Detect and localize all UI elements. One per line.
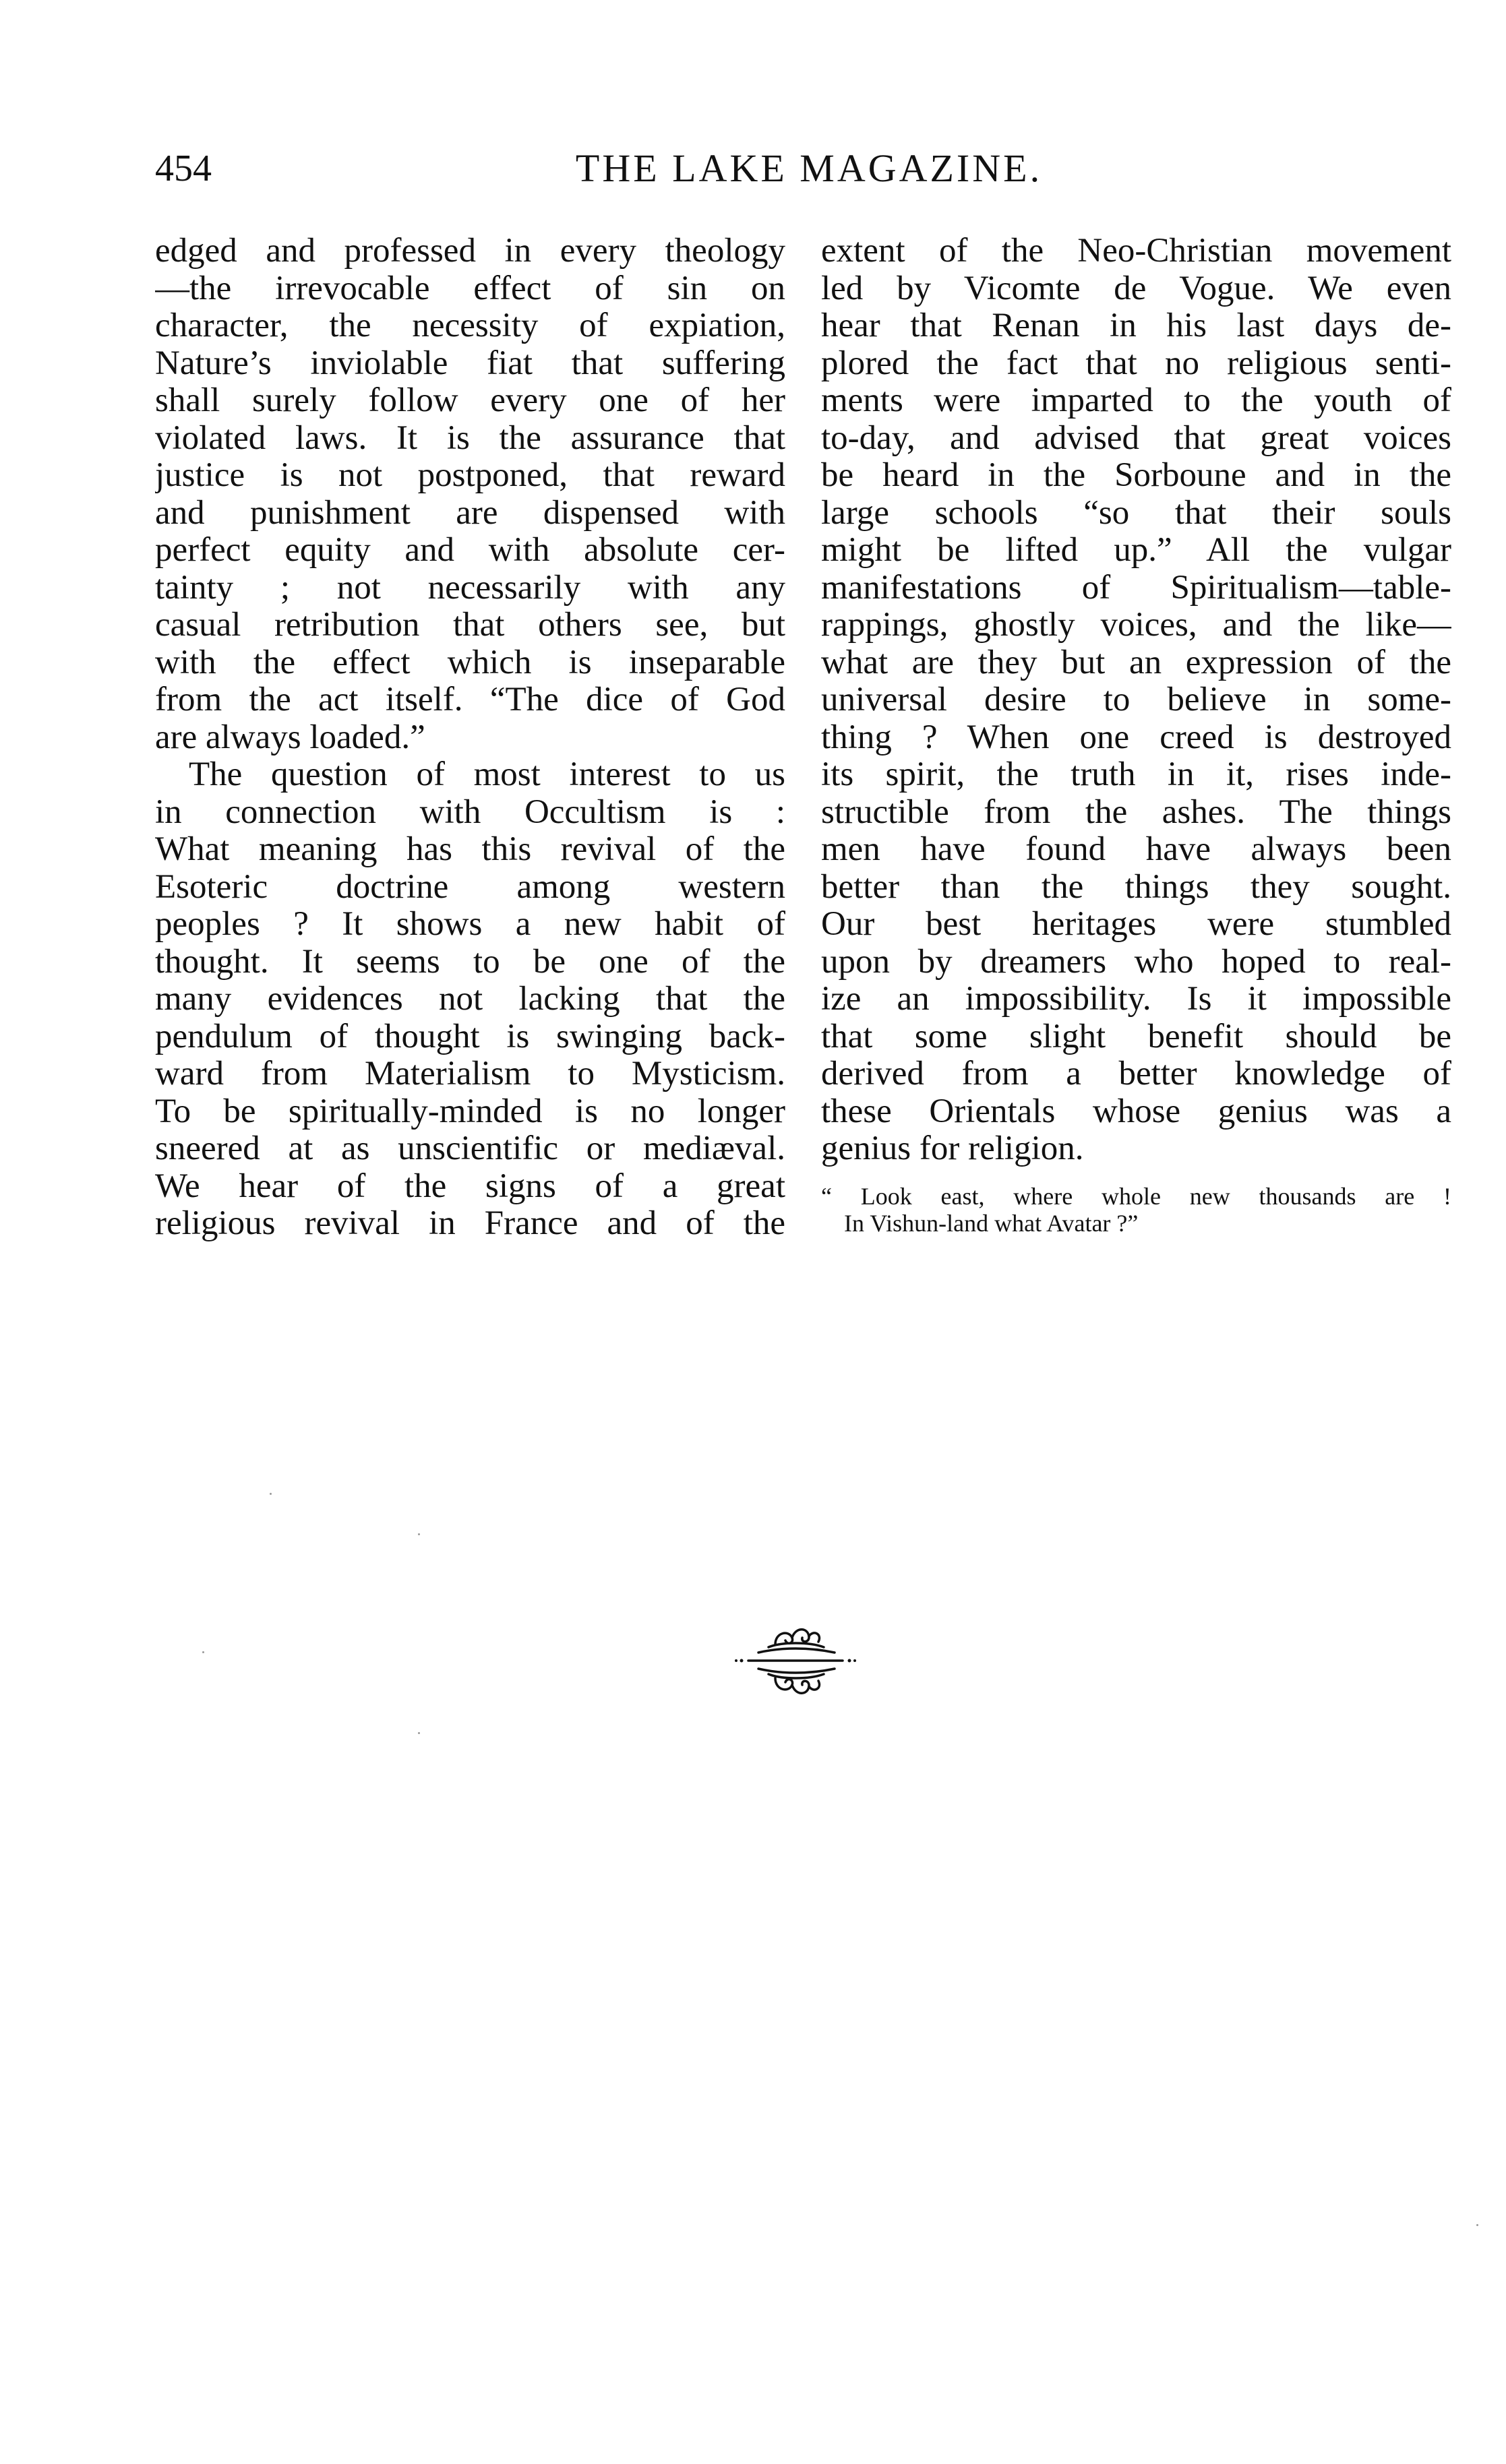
text-line: sneered at as unscientific or mediæval.	[155, 1130, 785, 1167]
text-line: large schools “so that their souls	[821, 494, 1451, 532]
text-line: universal desire to believe in some-	[821, 681, 1451, 718]
paper-speck	[418, 1533, 420, 1535]
text-line: thing ? When one creed is destroyed	[821, 718, 1451, 756]
text-line: are always loaded.”	[155, 718, 425, 756]
left-column	[155, 233, 785, 1243]
text-line: upon by dreamers who hoped to real-	[821, 943, 1451, 981]
text-line: genius for religion.	[821, 1130, 1084, 1167]
verse-quotation	[821, 1183, 1451, 1237]
text-line: men have found have always been	[821, 831, 1451, 868]
text-line: what are they but an expression of the	[821, 644, 1451, 681]
text-line: these Orientals whose genius was a	[821, 1092, 1451, 1130]
text-line: be heard in the Sorboune and in the	[821, 457, 1451, 494]
text-line: Esoteric doctrine among western	[155, 868, 785, 906]
text-line: violated laws. It is the assurance that	[155, 419, 785, 457]
text-line: To be spiritually-minded is no longer	[155, 1092, 785, 1130]
text-line: better than the things they sought.	[821, 868, 1451, 906]
text-line: religious revival in France and of the	[155, 1205, 785, 1242]
text-line: Nature’s inviolable fiat that suffering	[155, 344, 785, 382]
text-line: —the irrevocable effect of sin on	[155, 270, 785, 307]
verse-line: In Vishun-land what Avatar ?”	[844, 1209, 1139, 1237]
text-line: in connection with Occultism is :	[155, 793, 785, 831]
text-line: Our best heritages were stumbled	[821, 906, 1451, 943]
text-line: its spirit, the truth in it, rises inde-	[821, 756, 1451, 793]
text-line: and punishment are dispensed with	[155, 494, 785, 532]
right-column	[821, 233, 1451, 1237]
text-line: hear that Renan in his last days de-	[821, 307, 1451, 344]
text-line: structible from the ashes. The things	[821, 793, 1451, 831]
text-line: plored the fact that no religious senti-	[821, 344, 1451, 382]
text-line: ments were imparted to the youth of	[821, 382, 1451, 419]
paper-speck	[202, 1651, 204, 1653]
text-line: might be lifted up.” All the vulgar	[821, 532, 1451, 569]
text-line: peoples ? It shows a new habit of	[155, 906, 785, 943]
text-line: shall surely follow every one of her	[155, 382, 785, 419]
text-line: ward from Materialism to Mysticism.	[155, 1055, 785, 1092]
text-line: justice is not postponed, that reward	[155, 457, 785, 494]
running-title: THE LAKE MAGAZINE.	[575, 146, 1043, 190]
scroll-flourish-icon	[728, 1618, 863, 1705]
text-line: extent of the Neo-Christian movement	[821, 233, 1451, 270]
text-line: character, the necessity of expiation,	[155, 307, 785, 344]
text-line: What meaning has this revival of the	[155, 831, 785, 868]
text-line: casual retribution that others see, but	[155, 607, 785, 644]
text-line: that some slight benefit should be	[821, 1018, 1451, 1055]
paper-speck	[1476, 2224, 1478, 2226]
text-line: manifestations of Spiritualism—table-	[821, 569, 1451, 607]
text-line: many evidences not lacking that the	[155, 981, 785, 1018]
text-line: from the act itself. “The dice of God	[155, 681, 785, 718]
text-line: ize an impossibility. Is it impossible	[821, 981, 1451, 1018]
page-number: 454	[155, 148, 212, 189]
text-line: to-day, and advised that great voices	[821, 419, 1451, 457]
verse-line: “ Look east, where whole new thousands are !	[821, 1182, 1451, 1210]
text-line: pendulum of thought is swinging back-	[155, 1018, 785, 1055]
text-line: edged and professed in every theology	[155, 233, 785, 270]
text-line: rappings, ghostly voices, and the like—	[821, 607, 1451, 644]
text-line: with the effect which is inseparable	[155, 644, 785, 681]
text-line: tainty ; not necessarily with any	[155, 569, 785, 607]
text-line: derived from a better knowledge of	[821, 1055, 1451, 1092]
text-line: led by Vicomte de Vogue. We even	[821, 270, 1451, 307]
paper-speck	[270, 1493, 272, 1495]
text-line: thought. It seems to be one of the	[155, 943, 785, 981]
paper-speck	[418, 1732, 420, 1734]
text-line: We hear of the signs of a great	[155, 1167, 785, 1205]
paragraph-start-line: The question of most interest to us	[189, 756, 785, 793]
text-line: perfect equity and with absolute cer-	[155, 532, 785, 569]
page-header	[155, 142, 1463, 195]
